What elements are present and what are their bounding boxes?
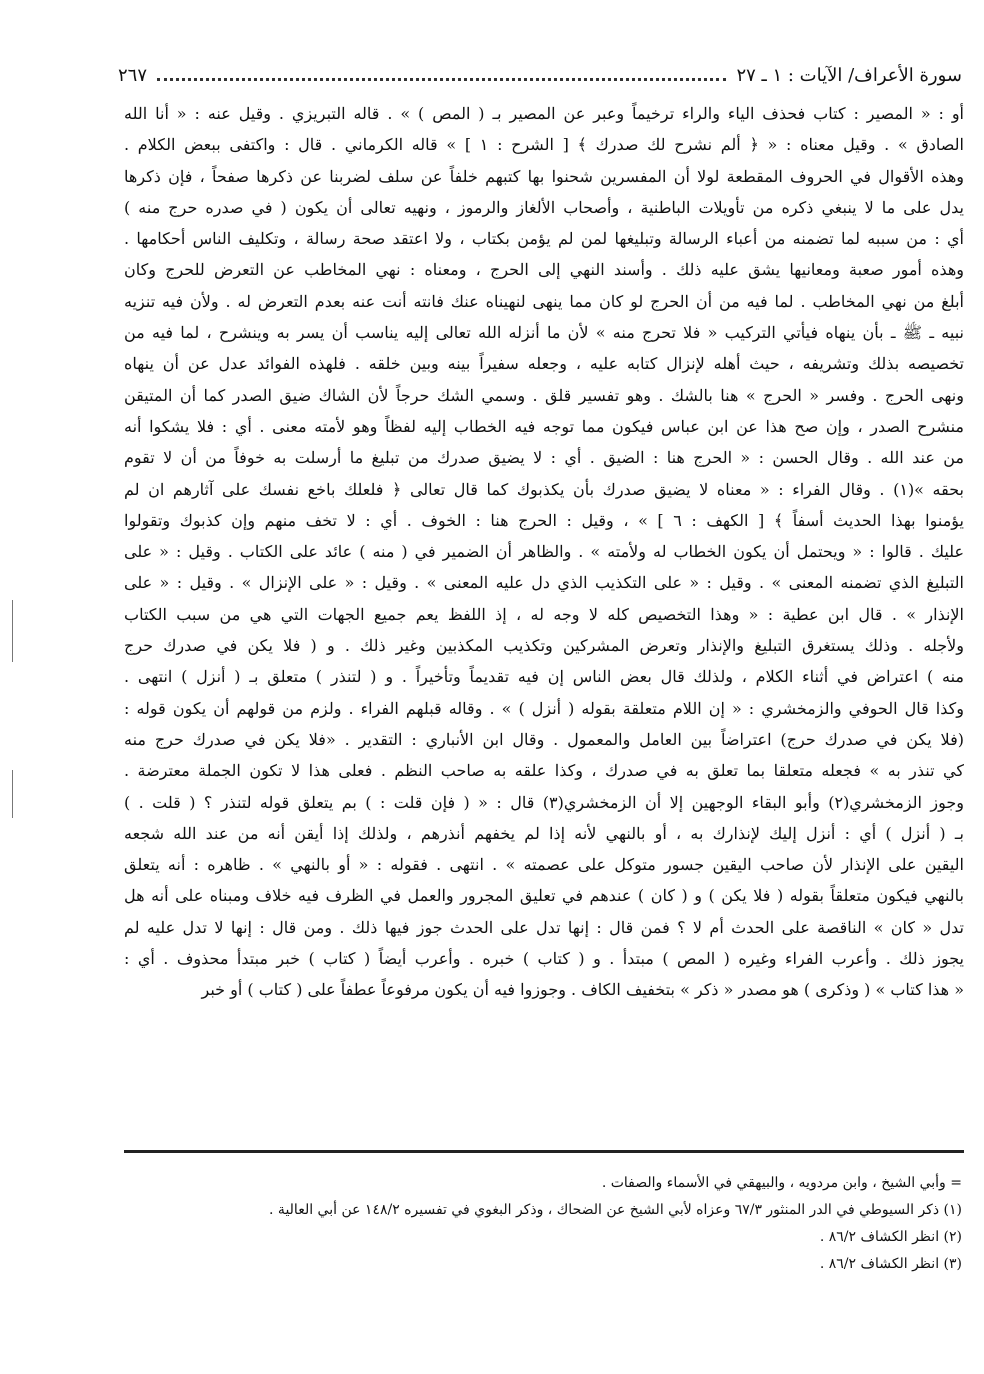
text-line: وهذه الأقوال في الحروف المقطعة لولا أن المفسرين شحنوا بها كتبهم خلفاً عن سلف لضربنا عن ذكرها صفحاً ، فإن ذكرها [124, 166, 964, 186]
text-line: ولأجله . وذلك يستغرق التبليغ والإنذار وتعرض المشركين وتكذيب المكذبين وغير ذلك . و ( فلا يكن في صدرك حرج [124, 636, 964, 656]
scan-margin-mark [12, 770, 13, 818]
text-line: نبيه ـ ﷺ ـ بأن ينهاه فيأتي التركيب « فلا تحرج منه » لأن ما أنزله الله تعالى إليه يناسب أن يسر به وينشرح ، لما فيه من [124, 323, 964, 343]
surah-range-title: سورة الأعراف/ الآيات : ١ ـ ٢٧ [736, 64, 962, 86]
text-line: بالنهي فيكون متعلقاً بقوله ( فلا يكن ) و ( كان ) عندهم في تعليق المجرور والعمل في الظرف فيه خلاف ومبناه على أنه هل [124, 886, 964, 906]
footnote-continuation: = وأبي الشيخ ، وابن مردويه ، والبيهقي في الأسماء والصفات . [601, 1175, 962, 1191]
text-line: « هذا كتاب » ( وذكرى ) هو مصدر « ذكر » بتخفيف الكاف . وجوزوا فيه أن يكون مرفوعاً عطفاً على ( كتاب ) أو خبر [201, 980, 964, 1000]
text-line: كي تنذر به » فجعله متعلقا بما تعلق به في صدرك ، وكذا علقه به صاحب النظم . فعلى هذا لا تكون الجملة معترضة . [124, 761, 964, 781]
text-line: من عند الله . وقال الحسن : « الحرج هنا : الضيق . أي : لا يضيق صدرك من تبليغ ما أرسلت به خوفاً من أن لا تقوم [124, 448, 964, 468]
text-line: بحقه »(١) . وقال الفراء : « معناه لا يضيق صدرك بأن يكذبوك كما قال تعالى ﴿ فلعلك باخع نفسك على آثارهم ان لم [124, 479, 964, 499]
text-line: وجوز الزمخشري(٢) وأبو البقاء الوجهين إلا أن الزمخشري(٣) قال : « ( فإن قلت : ) بم يتعلق قوله لتنذر ؟ ( قلت . ) [124, 792, 964, 812]
scan-margin-mark [12, 600, 13, 662]
text-line: وكذا قال الحوفي والزمخشري : « إن اللام متعلقة بقوله ( أنزل ) » . وقاله قبلهم الفراء . ولزم من قولهم أن يكون قوله : [124, 698, 964, 718]
text-line: ونهى الحرج . وفسر « الحرج » هنا بالشك . وهو تفسير قلق . وسمي الشك حرجاً لأن الشاك ضيق الصدر كما أن المتيقن [124, 385, 964, 405]
text-line: اليقين على الإنذار لأن صاحب اليقين جسور متوكل على عصمته » . انتهى . فقوله : « أو بالنهي » . ظاهره : أنه يتعلق [124, 855, 964, 875]
page-number: ٢٦٧ [118, 64, 148, 86]
footnote-3: (٣) انظر الكشاف ٨٦/٢ . [819, 1256, 962, 1272]
text-line: يجوز ذلك . وأعرب الفراء وغيره ( المص ) مبتدأ . و ( كتاب ) خبره . وأعرب أيضاً ( كتاب ) خبر مبتدأ محذوف . أي : [124, 949, 964, 969]
text-line: يؤمنوا بهذا الحديث أسفاً ﴾ [ الكهف : ٦ ] » ، وقيل : الحرج هنا : الخوف . أي : لا تخف منهم وإن كذبوك وتقولوا [124, 510, 964, 530]
text-line: منشرح الصدر ، وإن صح هذا عن ابن عباس فيكون مما توجه فيه الخطاب إليه لفظاً وهو لأمته معنى . أي : فلا يشكوا أنه [124, 416, 964, 436]
body-text [124, 98, 964, 1006]
text-line: أبلغ من نهي المخاطب . لما فيه من أن الحرج لو كان مما ينهى لنهيناه عنك فانته أنت عنه بعدم التعرض له . ولأن فيه تنزيه [124, 291, 964, 311]
text-line: أي : من سببه لما تضمنه من أعباء الرسالة وتبليغها لمن لم يؤمن بكتاب ، ولا اعتقد صحة رسالة ، وتكليف الناس أحكامها . [124, 229, 964, 249]
footnote-2: (٢) انظر الكشاف ٨٦/٢ . [819, 1229, 962, 1245]
text-line: تخصيصه بذلك وتشريفه ، حيث أهله لإنزال كتابه عليه ، وجعله سفيراً بينه وبين خلقه . فلهذه الفوائد عدل عن أن ينهاه [124, 354, 964, 374]
footnote-separator [124, 1150, 964, 1153]
text-line: بـ ( أنزل ) أي : أنزل إليك لإنذارك به ، أو بالنهي لأنه إذا لم يخفهم أنذرهم ، ولذلك إذا أيقن أنه من عند الله شجعه [124, 823, 964, 843]
footnotes [102, 1170, 962, 1278]
text-line: يدل على ما لا ينبغي ذكره من تأويلات الباطنية ، وأصحاب الألغاز والرموز ، ونهيه تعالى أن يكون ( في صدره حرج منه ) [124, 197, 964, 217]
text-line: عليك . قالوا : « ويحتمل أن يكون الخطاب له ولأمته » . والظاهر أن الضمير في ( منه ) عائد على الكتاب . وقيل : « على [124, 542, 964, 562]
header-dot-leader [157, 78, 726, 81]
text-line: منه ) اعتراض في أثناء الكلام ، ولذلك قال بعض الناس إن فيه تقديماً وتأخيراً . و ( لتنذر ) متعلق بـ ( أنزل ) انتهى . [124, 667, 964, 687]
text-line: تدل « كان » الناقصة على الحدث أم لا ؟ فمن قال : إنها تدل على الحدث جوز فيها ذلك . ومن قال : إنها لا تدل عليه لم [124, 917, 964, 937]
running-header [118, 58, 962, 92]
text-line: وهذه أمور صعبة ومعانيها يشق عليه ذلك . وأسند النهي إلى الحرج ، ومعناه : نهي المخاطب عن التعرض للحرج وكان [124, 260, 964, 280]
text-line: الإنذار » . قال ابن عطية : « وهذا التخصيص كله لا وجه له ، إذ اللفظ يعم جميع الجهات التي هي من سبب الكتاب [124, 604, 964, 624]
text-line: الصادق » . وقيل معناه : « ﴿ ألم نشرح لك صدرك ﴾ [ الشرح : ١ ] » قاله الكرماني . قال : واكتفى ببعض الكلام . [124, 135, 964, 155]
footnote-1: (١) ذكر السيوطي في الدر المنثور ٦٧/٣ وعزاه لأبي الشيخ عن الضحاك ، وذكر البغوي في تفسيره ١٤٨/٢ عن أبي العالية . [269, 1202, 962, 1218]
text-line: التبليغ الذي تضمنه المعنى » . وقيل : « على التكذيب الذي دل عليه المعنى » . وقيل : « على الإنزال » . وقيل : « على [124, 573, 964, 593]
text-line: أو : « المصير : كتاب فحذف الياء والراء ترخيماً وعبر عن المصير بـ ( المص ) » . قاله التبريزي . وقيل عنه : « أنا الله [124, 104, 964, 123]
text-line: (فلا يكن في صدرك حرج) اعتراضاً بين العامل والمعمول . وقال ابن الأنباري : التقدير . «فلا يكن في صدرك حرج منه [124, 729, 964, 749]
